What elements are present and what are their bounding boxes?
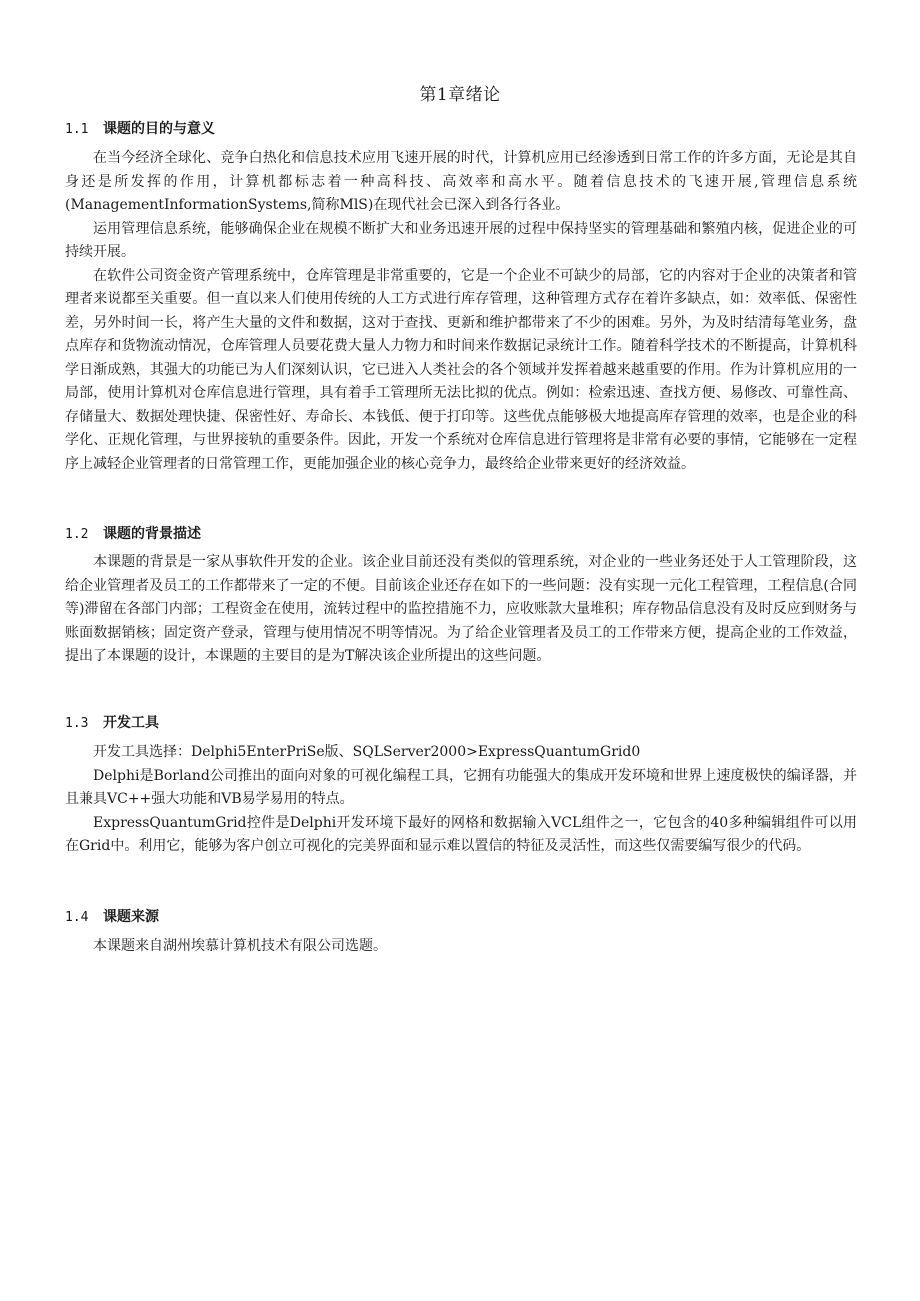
section-title: 课题的背景描述 bbox=[103, 526, 201, 542]
paragraph: 在当今经济全球化、竞争白热化和信息技术应用飞速开展的时代，计算机应用已经渗透到日常工作的许多方面，无论是其自身还是所发挥的作用，计算机都标志着一种高科技、高效率和高水平。随着信息技术的飞速开展,管理信息系统(ManagementInformationSystems,简称MlS)在现代社会已深入到各行各业。 bbox=[65, 150, 857, 213]
paragraph: 在软件公司资金资产管理系统中，仓库管理是非常重要的，它是一个企业不可缺少的局部，它的内容对于企业的决策者和管理者来说都至关重要。但一直以来人们使用传统的人工方式进行库存管理，这种管理方式存在着许多缺点，如：效率低、保密性差，另外时间一长，将产生大量的文件和数据，这对于查找、更新和维护都带来了不少的困难。另外，为及时结清每笔业务，盘点库存和货物流动情况，仓库管理人员要花费大量人力物力和时间来作数据记录统计工作。随着科学技术的不断提高，计算机科学日渐成熟，其强大的功能已为人们深刻认识，它已进入人类社会的各个领域并发挥着越来越重要的作用。作为计算机应用的一局部，使用计算机对仓库信息进行管理，具有着手工管理所无法比拟的优点。例如：检索迅速、查找方便、易修改、可靠性高、存储量大、数据处理快捷、保密性好、寿命长、本钱低、便于打印等。这些优点能够极大地提高库存管理的效率，也是企业的科学化、正规化管理，与世界接轨的重要条件。因此，开发一个系统对仓库信息进行管理将是非常有必要的事情，它能够在一定程序上减轻企业管理者的日常管理工作，更能加强企业的核心竞争力，最终给企业带来更好的经济效益。 bbox=[65, 267, 857, 472]
section-source bbox=[65, 905, 857, 959]
paragraph: 本课题来自湖州埃慕计算机技术有限公司选题。 bbox=[93, 938, 387, 954]
paragraph: ExpressQuantumGrid控件是Delphi开发环境下最好的网格和数据输入VCL组件之一，它包含的40多种编辑组件可以用在Grid中。利用它，能够为客户创立可视化的完美界面和显示难以置信的特征及灵活性，而这些仅需要编写很少的代码。 bbox=[65, 814, 857, 854]
section-title: 课题的目的与意义 bbox=[103, 121, 215, 137]
section-number: 1.1 bbox=[65, 122, 89, 137]
section-heading bbox=[65, 905, 857, 929]
section-number: 1.4 bbox=[65, 910, 89, 925]
section-number: 1.3 bbox=[65, 716, 89, 731]
section-title: 课题来源 bbox=[103, 909, 159, 925]
section-title: 开发工具 bbox=[103, 715, 159, 731]
section-background bbox=[65, 522, 857, 669]
section-purpose bbox=[65, 117, 857, 476]
paragraph: 本课题的背景是一家从事软件开发的企业。该企业目前还没有类似的管理系统，对企业的一些业务还处于人工管理阶段，这给企业管理者及员工的工作都带来了一定的不便。目前该企业还存在如下的一些问题：没有实现一元化工程管理，工程信息(合同等)滞留在各部门内部；工程资金在使用，流转过程中的监控措施不力，应收账款大量堆积；库存物品信息没有及时反应到财务与账面数据销核；固定资产登录，管理与使用情况不明等情况。为了给企业管理者及员工的工作带来方便，提高企业的工作效益，提出了本课题的设计，本课题的主要目的是为T解决该企业所提出的这些问题。 bbox=[65, 554, 857, 664]
section-heading bbox=[65, 117, 857, 141]
section-heading bbox=[65, 522, 857, 546]
paragraph: 开发工具选择：Delphi5EnterPriSe版、SQLServer2000>ExpressQuantumGrid0 bbox=[93, 744, 641, 760]
section-heading bbox=[65, 711, 857, 735]
section-dev-tools bbox=[65, 711, 857, 859]
paragraph: 运用管理信息系统，能够确保企业在规模不断扩大和业务迅速开展的过程中保持坚实的管理基础和繁殖内核，促进企业的可持续开展。 bbox=[65, 220, 857, 260]
paragraph: Delphi是Borland公司推出的面向对象的可视化编程工具，它拥有功能强大的集成开发环境和世界上速度极快的编译器，并且兼具VC++强大功能和VB易学易用的特点。 bbox=[65, 767, 857, 807]
section-number: 1.2 bbox=[65, 527, 89, 542]
chapter-title: 第1章绪论 bbox=[419, 85, 501, 105]
